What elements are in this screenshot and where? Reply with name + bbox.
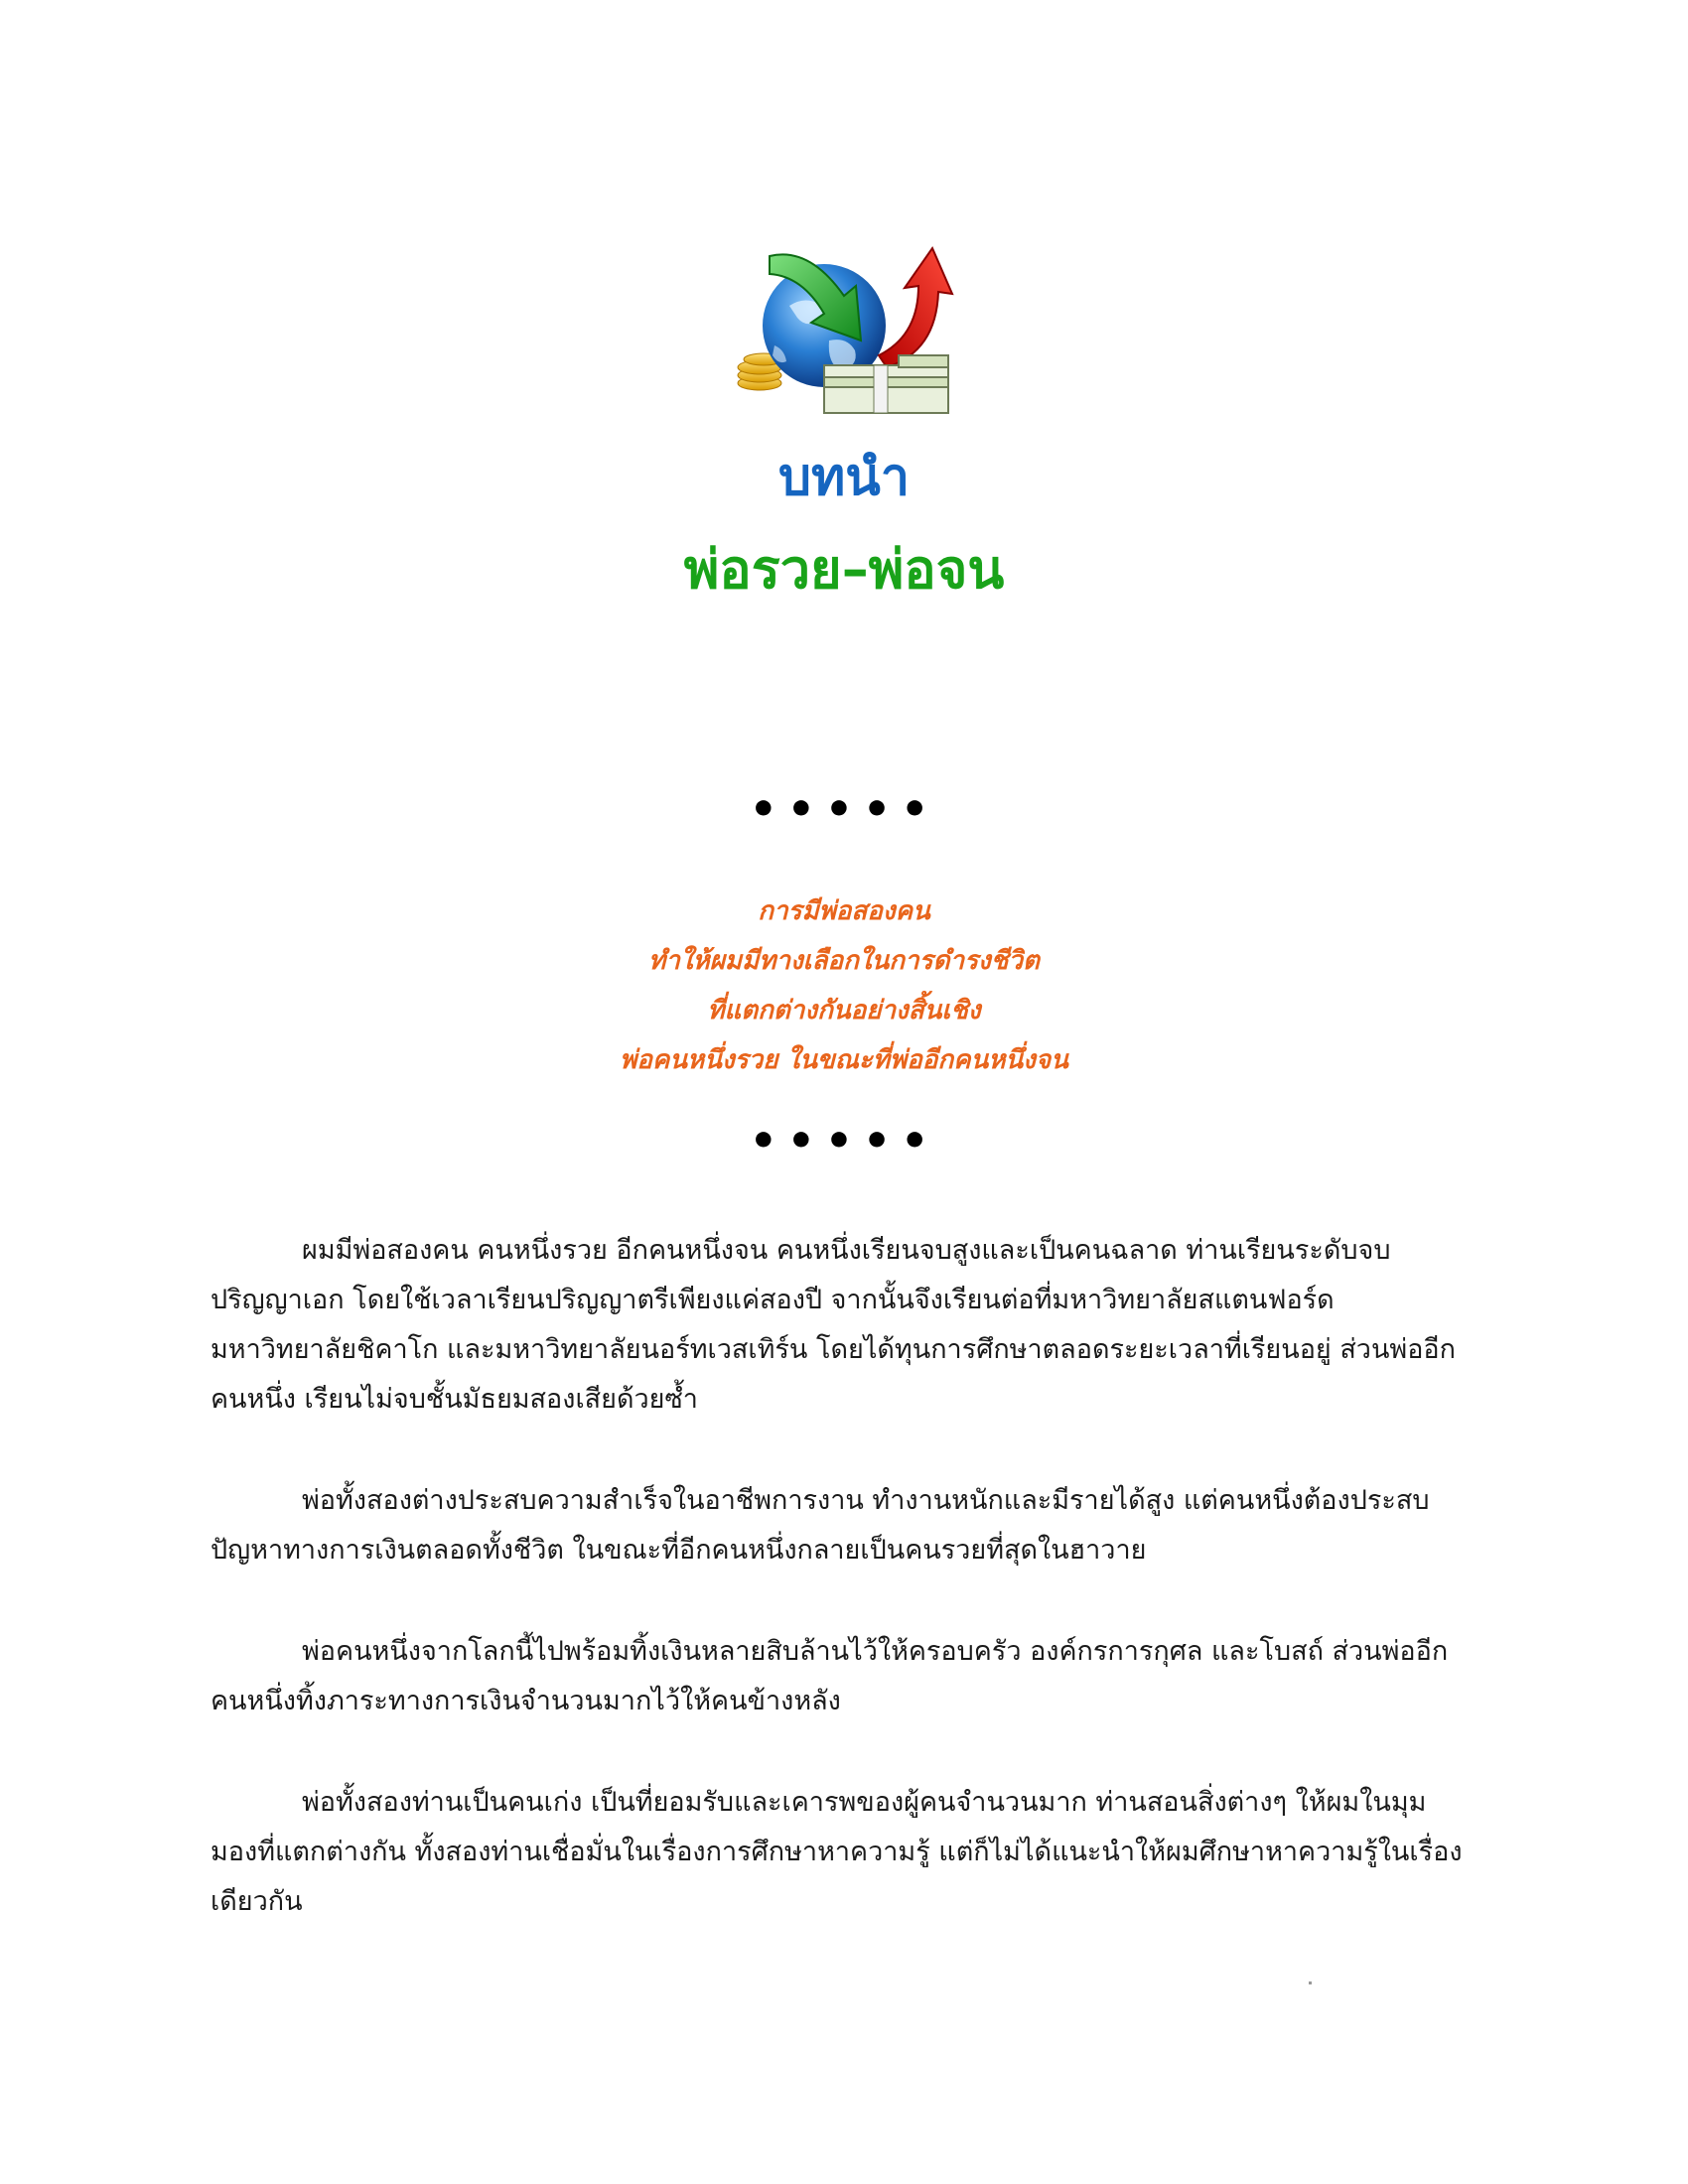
quote-line: ทำให้ผมมีทางเลือกในการดำรงชีวิต — [648, 946, 1040, 976]
separator-top: ••••• — [749, 784, 939, 835]
paragraph: ผมมีพ่อสองคน คนหนึ่งรวย อีกคนหนึ่งจน คนหนึ่งเรียนจบสูงและเป็นคนฉลาด ท่านเรียนระดับจบปริญญาเอก โดยใช้เวลาเรียนปริญญาตรีเพียงแค่สองปี จากนั้นจึงเรียนต่อที่มหาวิทยาลัยสแตนฟอร์ด มหาวิทยาลัยชิคาโก และมหาวิทยาลัยนอร์ทเวสเทิร์น โดยได้ทุนการศึกษาตลอดระยะเวลาที่เรียนอยู่ ส่วนพ่ออีกคนหนึ่ง เรียนไม่จบชั้นมัธยมสองเสียด้วยซ้ำ — [211, 1235, 1456, 1415]
paragraph: พ่อทั้งสองต่างประสบความสำเร็จในอาชีพการงาน ทำงานหนักและมีรายได้สูง แต่คนหนึ่งต้องประสบปัญหาทางการเงินตลอดทั้งชีวิต ในขณะที่อีกคนหนึ่งกลายเป็นคนรวยที่สุดในฮาวาย — [211, 1485, 1430, 1566]
epigraph-quote — [0, 887, 1688, 1085]
stray-mark — [1309, 1981, 1312, 1984]
separator-bottom: ••••• — [749, 1116, 939, 1166]
paragraph: พ่อคนหนึ่งจากโลกนี้ไปพร้อมทิ้งเงินหลายสิบล้านไว้ให้ครอบครัว องค์กรการกุศล และโบสถ์ ส่วนพ่ออีกคนหนึ่งทิ้งภาระทางการเงินจำนวนมากไว้ให้คนข้างหลัง — [211, 1636, 1449, 1716]
quote-line: การมีพ่อสองคน — [758, 896, 930, 926]
globe-money-arrows-icon — [730, 236, 958, 425]
page-title: บทนำ — [777, 448, 911, 507]
page-subtitle: พ่อรวย–พ่อจน — [683, 538, 1005, 601]
quote-line: พ่อคนหนึ่งรวย ในขณะที่พ่ออีกคนหนึ่งจน — [620, 1045, 1068, 1075]
quote-line: ที่แตกต่างกันอย่างสิ้นเชิง — [707, 996, 981, 1025]
paragraph: พ่อทั้งสองท่านเป็นคนเก่ง เป็นที่ยอมรับและเคารพของผู้คนจำนวนมาก ท่านสอนสิ่งต่างๆ ให้ผมในมุมมองที่แตกต่างกัน ทั้งสองท่านเชื่อมั่นในเรื่องการศึกษาหาความรู้ แต่ก็ไม่ได้แนะนำให้ผมศึกษาหาความรู้ในเรื่องเดียวกัน — [211, 1787, 1463, 1917]
body-text — [211, 1226, 1472, 1979]
